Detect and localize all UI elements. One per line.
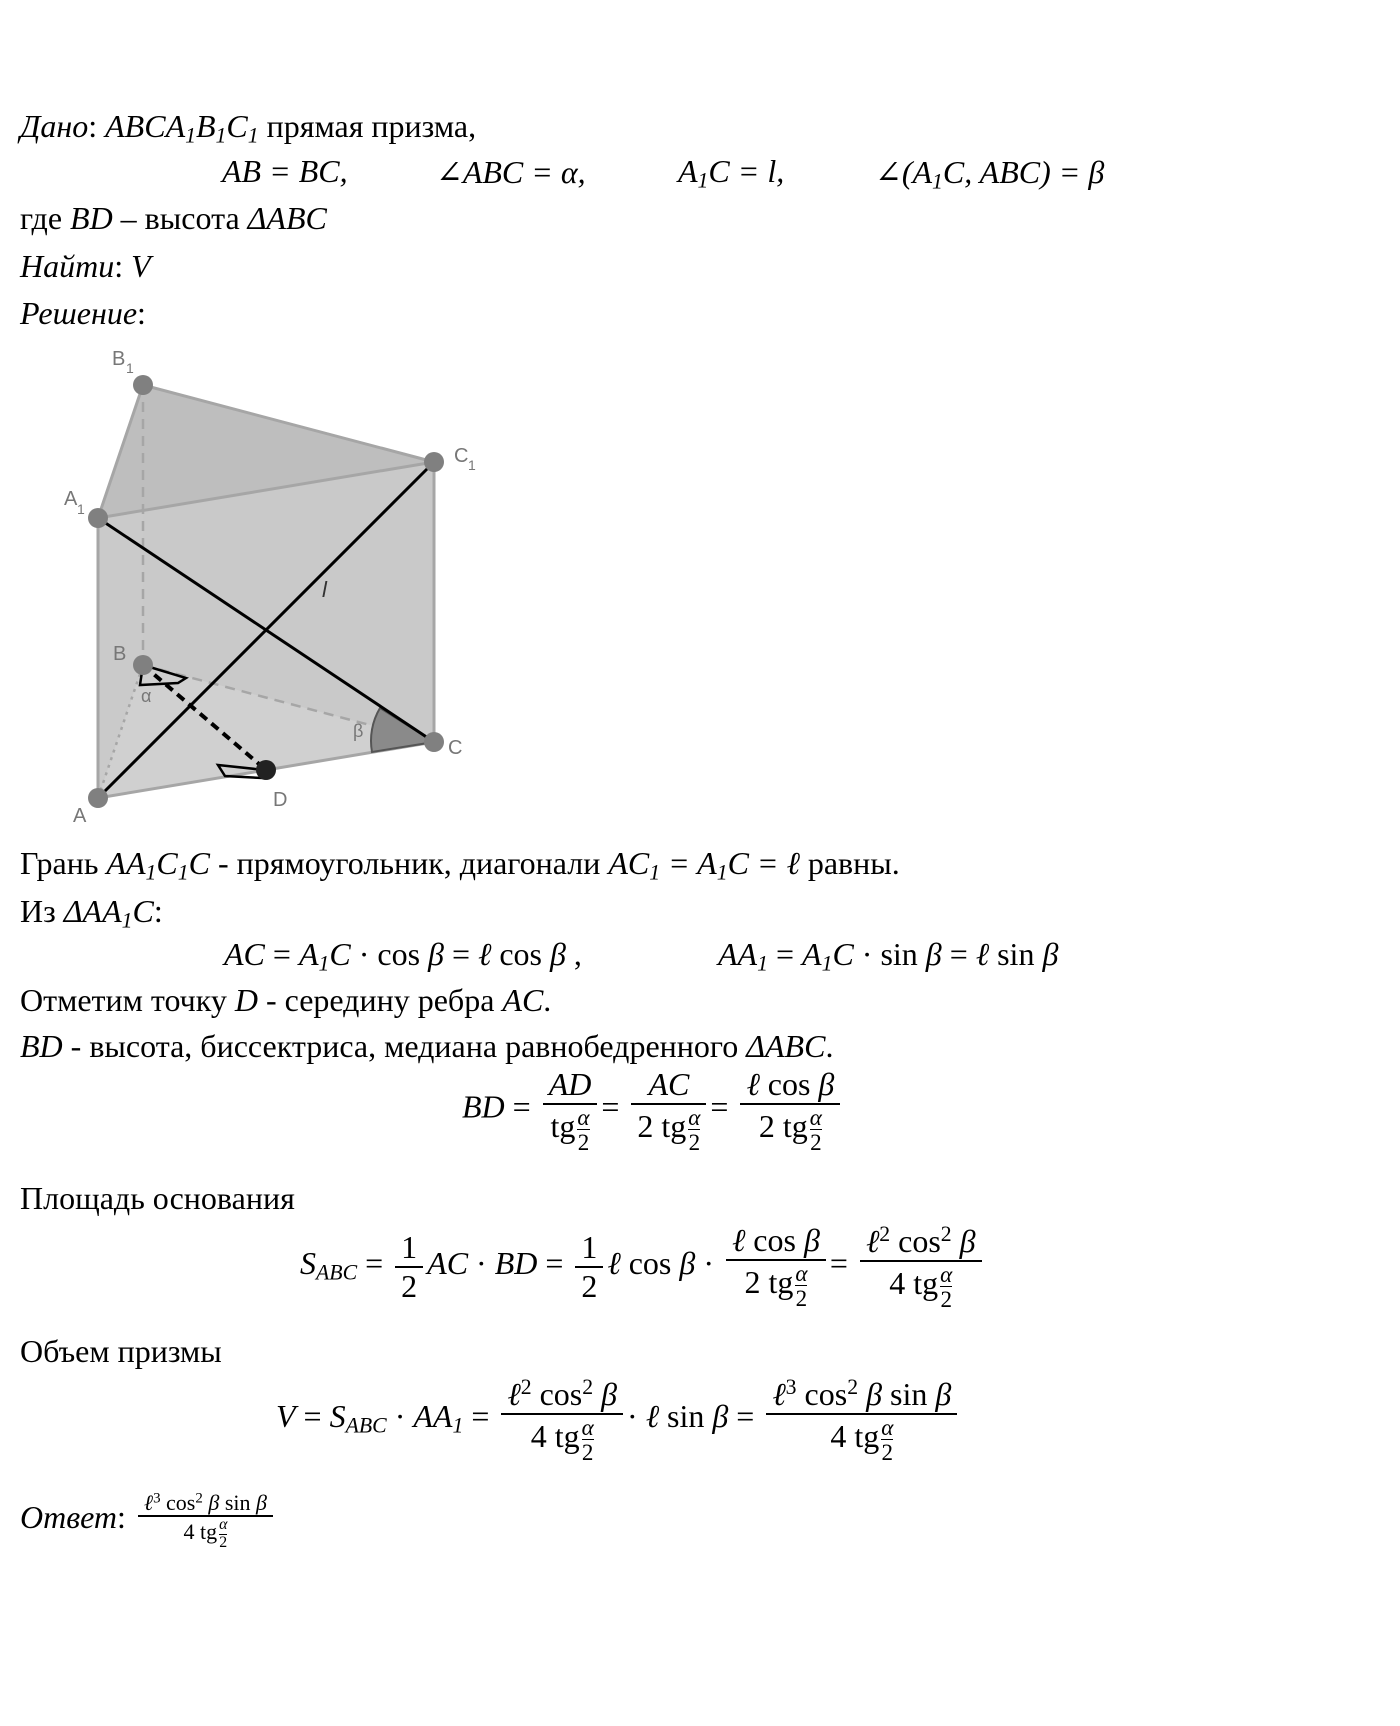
solution-label: Решение [20,295,138,331]
vertex-c1 [424,452,444,472]
label-a1: A [64,488,78,510]
vertex-d [256,760,276,780]
answer-value: ℓ$^3$ $\cos^2 \beta$ sin β 4 tg $\frac{\alpha}{2}$ [138,1490,273,1552]
vertex-a1 [88,508,108,528]
given-line: Дано: $ABCA_1B_1C_1$ прямая призма, [20,108,477,148]
bd-symbol: BD [70,200,113,236]
bd-text: – высота [120,200,240,236]
label-beta: β [353,721,364,741]
formula-bd: BD = AD tg $\frac{\alpha}{2}$ = AC 2 tg $\frac{\alpha}{2}$ = ℓ cos β 2 tg $\frac{\alpha}{2}$ [462,1066,844,1154]
label-b1-sub: 1 [126,360,134,376]
formula-aa1: $AA_1 = A_1C \cdot \sin \beta$ = ℓ sin β [718,936,1059,976]
formula-ac: AC = $A_1C \cdot \cos \beta$ = ℓ cos β , [224,936,582,976]
label-c1: C [454,445,469,467]
vertex-c [424,732,444,752]
bd-prefix: где [20,200,63,236]
label-d: D [273,789,288,811]
solution-line: Решение: [20,295,146,331]
label-b1: B [112,348,126,370]
mark-mid: - середину ребра [265,982,495,1018]
find-value: V [131,248,151,284]
condition-ab-bc: AB = BC, [222,153,348,189]
label-l: l [322,577,327,602]
from-triangle: $\Delta AA_1C$ [63,893,154,933]
answer-label: Ответ [20,1499,117,1536]
vertex-b1 [133,375,153,395]
from-line: Из $\Delta AA_1C$: [20,893,163,933]
label-a1-sub: 1 [77,501,85,517]
bd-tri: ΔABC [746,1028,826,1064]
edge-ac-name: AC [502,982,544,1018]
face-start: Грань [20,845,99,881]
base-area-label: Площадь основания [20,1180,295,1216]
label-c: C [448,737,463,759]
condition-angle-beta: $\angle(A_1C$, ABC) = β [875,154,1105,194]
face-mid: - прямоугольник, диагонали [217,845,601,881]
bd-desc: - высота, биссектриса, медиана равнобедренного [70,1028,739,1064]
bd-line: BD - высота, биссектриса, медиана равнобедренного ΔABC. [20,1028,834,1064]
condition-angle-abc: ∠ABC = α, [436,154,586,190]
prism-name: $ABCA_1B_1C_1$ [105,108,259,148]
vertex-b [133,655,153,675]
volume-label: Объем призмы [20,1333,222,1369]
volume-line [20,1333,222,1370]
given-label: Дано [20,108,89,144]
mark-line: Отметим точку D - середину ребра AC. [20,982,552,1018]
formula-v: $V = S_{ABC} \cdot AA_1$ = ℓ$^2$ $\cos^2 \beta$ 4 tg $\frac{\alpha}{2}$ · ℓ sin β = ℓ$^3$ $\cos^2 \beta$ sin β 4 tg $\frac{\alpha}{2}$ [276,1375,961,1464]
point-d: D [234,982,258,1018]
from-label: Из [20,893,56,929]
mark-start: Отметим точку [20,982,227,1018]
face-name: $AA_1C_1C$ [106,845,210,885]
bd-triangle: ΔABC [247,200,327,236]
prism-text: прямая призма, [266,108,477,144]
find-line: Найти: V [20,248,151,284]
find-label: Найти [20,248,115,284]
label-c1-sub: 1 [468,457,476,473]
label-b: B [113,643,127,665]
face-eq: $AC_1 = A_1C$ = ℓ [608,845,800,885]
base-area-line [20,1180,295,1217]
prism-figure [0,0,560,910]
answer-line: Ответ: ℓ$^3$ $\cos^2 \beta$ sin β 4 tg $\frac{\alpha}{2}$ [20,1490,277,1552]
bd-start: BD [20,1028,63,1064]
face-end: равны. [807,845,900,881]
vertex-a [88,788,108,808]
condition-a1c: $A_1C = l$, [678,153,785,193]
face-line [20,845,900,885]
label-a: A [73,805,87,827]
label-alpha: α [141,686,152,706]
formula-s: $S_{ABC}$ = $\frac{1}{2}$ AC · BD = $\frac{1}{2}$ ℓ cos β · ℓ cos β 2 tg $\frac{\alpha}{2}$ = ℓ$^2$ $\cos^2 \beta$ 4 tg $\frac{\alpha}{2}$ [300,1222,986,1311]
